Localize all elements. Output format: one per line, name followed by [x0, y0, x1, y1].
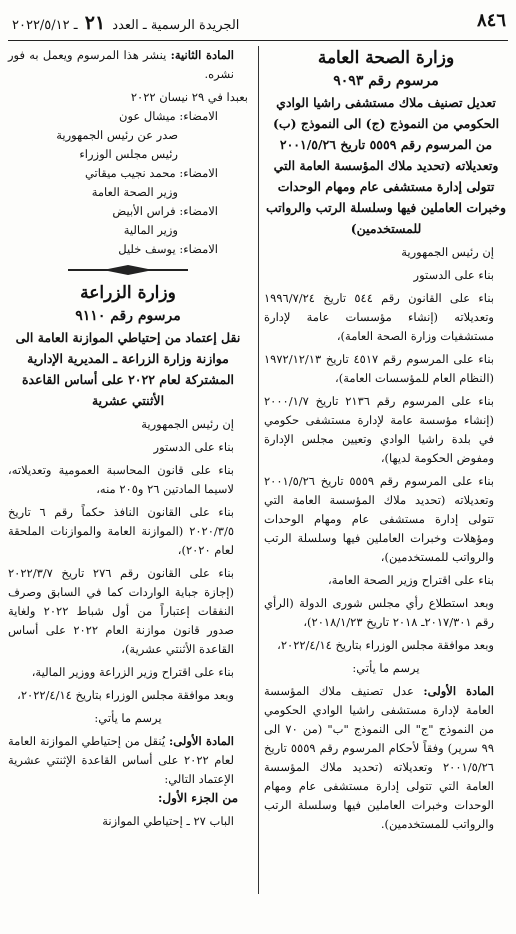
- issue-number: ٢١: [84, 12, 106, 34]
- article-text: عدل تصنيف ملاك المؤسسة العامة لإدارة مستشفى راشيا الوادي الحكومي من النموذج "ج" الى النموذج "ب" (من ٧٠ الى ٩٩ سرير) وفقاً لأحكام المرسوم رقم ٥٥٥٩ تاريخ ٢٠٠١/٥/٢٦ وتعديلاته (تحديد ملاك المؤسسة العامة التي تتولى إدارة مستشفى عام ومهام الوحدات وخبرات العاملين فيها وسلسلة الرتب والرواتب للمستخدمين).: [264, 684, 494, 831]
- preamble-line: وبعد موافقة مجلس الوزراء بتاريخ ٢٠٢٢/٤/١٤،: [277, 638, 494, 652]
- finance-minister-title: وزير المالية: [123, 223, 178, 237]
- article-text: يُنقل من إحتياطي الموازنة العامة لعام ٢٠٢٢ على أساس القاعدة الإثنتي عشرية الإعتماد التالي:: [8, 734, 234, 786]
- preamble-line: بناء على اقتراح وزير الزراعة ووزير المالية،: [31, 665, 234, 679]
- preamble-line: إن رئيس الجمهورية: [141, 417, 234, 431]
- preamble-line: بناء على المرسوم رقم ٤٥١٧ تاريخ ١٩٧٢/١٢/١٣ (النظام العام للمؤسسات العامة)،: [264, 352, 494, 385]
- preamble-line: بناء على القانون رقم ٥٤٤ تاريخ ١٩٩٦/٧/٢٤ وتعديلاته (إنشاء مؤسسات عامة لإدارة مستشفيات وزارة الصحة العامة)،: [264, 291, 494, 343]
- decree-subject: تعديل تصنيف ملاك مستشفى راشيا الوادي الحكومي من النموذج (ج) الى النموذج (ب) من المرسوم رقم ٥٥٥٩ تاريخ ٢٠٠١/٥/٢٦ وتعديلاته (تحديد ملاك المؤسسة العامة التي تتولى إدارة مستشفى عام ومهام الوحدات وخبرات العاملين فيها وسلسلة الرتب والرواتب للمستخدمين): [265, 95, 507, 236]
- signature-pm: الامضاء: محمد نجيب ميقاتي: [84, 166, 218, 180]
- issue-date: ـ ٢٠٢٢/٥/١٢: [12, 18, 78, 33]
- gazette-issue-info: [12, 12, 239, 34]
- pm-title: رئيس مجلس الوزراء: [79, 147, 178, 161]
- article-2: [8, 46, 248, 84]
- preamble-line: بناء على الدستور: [413, 268, 494, 282]
- preamble-line: وبعد موافقة مجلس الوزراء بتاريخ ٢٠٢٢/٤/١٤،: [17, 688, 234, 702]
- health-minister-title: وزير الصحة العامة: [91, 185, 178, 199]
- ministry-title: وزارة الزراعة: [80, 283, 176, 303]
- decree-formula: يرسم ما يأتي:: [352, 661, 420, 675]
- decree-number: مرسوم رقم ٩١١٠: [75, 308, 181, 324]
- preamble-line: وبعد استطلاع رأي مجلس شورى الدولة (الرأي رقم ٢٠١٧/٣٠١ـ ٢٠١٨ تاريخ ٢٠١٨/١/٢٣)،: [264, 596, 494, 629]
- issued-by: صدر عن رئيس الجمهورية: [56, 128, 178, 142]
- preamble-line: بناء على القانون النافذ حكماً رقم ٦ تاريخ ٢٠٢٠/٣/٥ (الموازنة العامة والموازنات الملحقة لعام ٢٠٢٠)،: [8, 505, 234, 557]
- preamble-line: بناء على القانون رقم ٢٧٦ تاريخ ٢٠٢٢/٣/٧ (إجازة جباية الواردات كما في السابق وصرف النفقات إعتباراً من أول شباط ٢٠٢٢ ولغاية صدور قانون موازنة العام ٢٠٢٢ على أساس القاعدة الأثنتي عشرية)،: [8, 566, 234, 656]
- ministry-title: وزارة الصحة العامة: [317, 48, 455, 68]
- chapter-line: الباب ٢٧ ـ إحتياطي الموازنة: [102, 814, 234, 828]
- decree-subject: نقل إعتماد من إحتياطي الموازنة العامة الى موازنة وزارة الزراعة ـ المديرية الإدارية المشتركة لعام ٢٠٢٢ على أساس القاعدة الأثنتي عشرية: [15, 330, 241, 408]
- signature-finance-minister: الامضاء: يوسف خليل: [118, 242, 218, 256]
- section-separator: [8, 263, 248, 277]
- signature-president: الامضاء: ميشال عون: [119, 109, 218, 123]
- page-number: ٨٤٦: [476, 10, 506, 31]
- decree-formula: يرسم ما يأتي:: [94, 711, 162, 725]
- preamble-line: بناء على المرسوم رقم ٥٥٥٩ تاريخ ٢٠٠١/٥/٢٦ وتعديلاته (تحديد ملاك المؤسسة العامة التي تتولى إدارة مستشفى عام ومهام الوحدات ومؤهلات وخبرات العاملين فيها وسلسلة الرتب والرواتب للمستخدمين)،: [264, 474, 494, 564]
- signature-health-minister: الامضاء: فراس الأبيض: [112, 204, 218, 218]
- article-text: ينشر هذا المرسوم ويعمل به فور نشره.: [8, 48, 234, 81]
- left-column: [8, 46, 248, 831]
- gazette-title: الجريدة الرسمية ـ العدد: [112, 18, 240, 33]
- right-column: [264, 46, 508, 834]
- decree-number: مرسوم رقم ٩٠٩٣: [333, 73, 439, 89]
- page-header: [8, 6, 508, 41]
- article-1: [264, 682, 508, 834]
- signature-date: بعبدا في ٢٩ نيسان ٢٠٢٢: [130, 90, 248, 104]
- article-title: المادة الأولى:: [423, 684, 494, 698]
- preamble-line: بناء على المرسوم رقم ٢١٣٦ تاريخ ٢٠٠٠/١/٧ (إنشاء مؤسسة عامة لإدارة مستشفى حكومي في بلدة راشيا الوادي وتعيين مجلس الإدارة ومفوض الحكومة لديها)،: [264, 394, 494, 465]
- preamble-line: إن رئيس الجمهورية: [401, 245, 494, 259]
- part-title: من الجزء الأول:: [157, 791, 238, 805]
- article-1: [8, 732, 248, 789]
- preamble-line: بناء على الدستور: [153, 440, 234, 454]
- preamble-line: بناء على قانون المحاسبة العمومية وتعديلاته، لاسيما المادتين ٢٦ و٢٠٥ منه،: [8, 463, 234, 496]
- column-divider: [258, 46, 259, 894]
- article-title: المادة الثانية:: [170, 48, 234, 62]
- preamble-line: بناء على اقتراح وزير الصحة العامة،: [328, 573, 494, 587]
- article-title: المادة الأولى:: [169, 734, 235, 748]
